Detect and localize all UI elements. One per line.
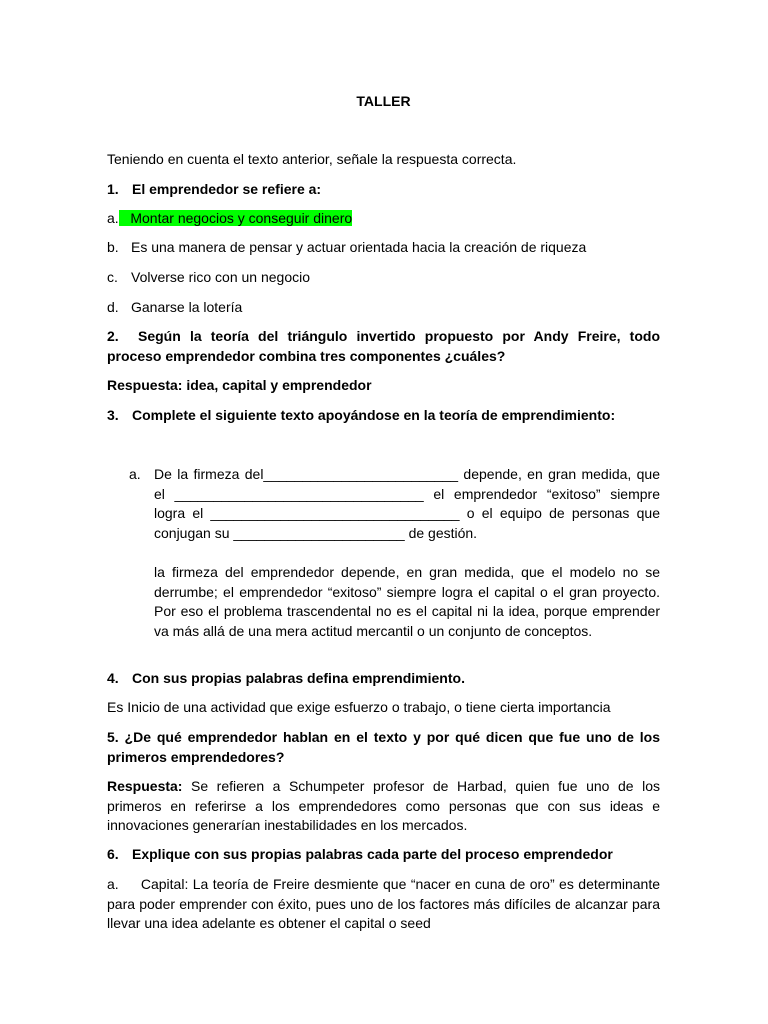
question-6 (107, 845, 660, 865)
question-3-text: Complete el siguiente texto apoyándose en la teoría de emprendimiento: (132, 407, 616, 423)
question-6-item-text: Capital: La teoría de Freire desmiente que “nacer en cuna de oro” es determinante para poder emprender con éxito, pues uno de los factores más difíciles de alcanzar para llevar una idea adelante es obtener el capital o seed (107, 876, 660, 931)
intro-text: Teniendo en cuenta el texto anterior, señale la respuesta correcta. (107, 151, 517, 167)
option-d-letter: d. (107, 299, 119, 315)
question-4-answer: Es Inicio de una actividad que exige esfuerzo o trabajo, o tiene cierta importancia (107, 699, 611, 715)
question-3-fill-in-text: De la firmeza del_________________________ depende, en gran medida, que el ________________________________ el emprendedor “exitoso” siempre logra el ________________________________ o el equipo de personas que conjugan su ______________________ de gestión. (154, 466, 660, 541)
option-b-text: Es una manera de pensar y actuar orientada hacia la creación de riqueza (131, 239, 587, 255)
question-5: 5. ¿De qué emprendedor hablan en el texto y por qué dicen que fue uno de los primeros emprendedores? (107, 729, 660, 765)
option-a-text: Montar negocios y conseguir dinero (130, 210, 353, 226)
option-a (107, 209, 660, 229)
question-2-number: 2. (107, 328, 119, 344)
option-d-text: Ganarse la lotería (131, 299, 243, 315)
option-c-text: Volverse rico con un negocio (131, 269, 310, 285)
question-4 (107, 669, 660, 689)
question-4-number: 4. (107, 670, 119, 686)
question-1-number: 1. (107, 181, 119, 197)
question-6-number: 6. (107, 846, 119, 862)
question-5-answer-text: Se refieren a Schumpeter profesor de Harbad, quien fue uno de los primeros en referirse a los emprendedores como personas que con sus ideas e innovaciones generarían inestabilidades en los mercados. (107, 778, 660, 833)
option-a-highlight (119, 210, 352, 226)
option-b-letter: b. (107, 239, 119, 255)
question-5-answer-label: Respuesta: (107, 778, 183, 794)
question-2-answer: Respuesta: idea, capital y emprendedor (107, 377, 372, 393)
question-4-text: Con sus propias palabras defina emprendimiento. (132, 670, 465, 686)
question-3 (107, 406, 660, 426)
question-3-item-letter: a. (129, 466, 141, 482)
question-5-answer (107, 777, 660, 836)
question-3-number: 3. (107, 407, 119, 423)
option-d (107, 298, 660, 318)
question-3-completed-text: la firmeza del emprendedor depende, en gran medida, que el modelo no se derrumbe; el emprendedor “exitoso” siempre logra el capital o el gran proyecto. Por eso el problema trascendental no es el capital ni la idea, porque emprender va más allá de una mera actitud mercantil o un conjunto de conceptos. (154, 564, 660, 639)
question-2 (107, 327, 660, 366)
option-a-letter: a. (107, 210, 119, 226)
document-title: TALLER (356, 93, 411, 109)
option-c (107, 268, 660, 288)
question-6-text: Explique con sus propias palabras cada parte del proceso emprendedor (132, 846, 613, 862)
question-1-text: El emprendedor se refiere a: (132, 181, 322, 197)
question-1 (107, 180, 660, 200)
question-6-item (107, 875, 660, 934)
question-2-text: Según la teoría del triángulo invertido propuesto por Andy Freire, todo proceso emprendedor combina tres componentes ¿cuáles? (107, 328, 660, 364)
question-6-item-letter: a. (107, 876, 119, 892)
option-b (107, 238, 660, 258)
option-c-letter: c. (107, 269, 118, 285)
